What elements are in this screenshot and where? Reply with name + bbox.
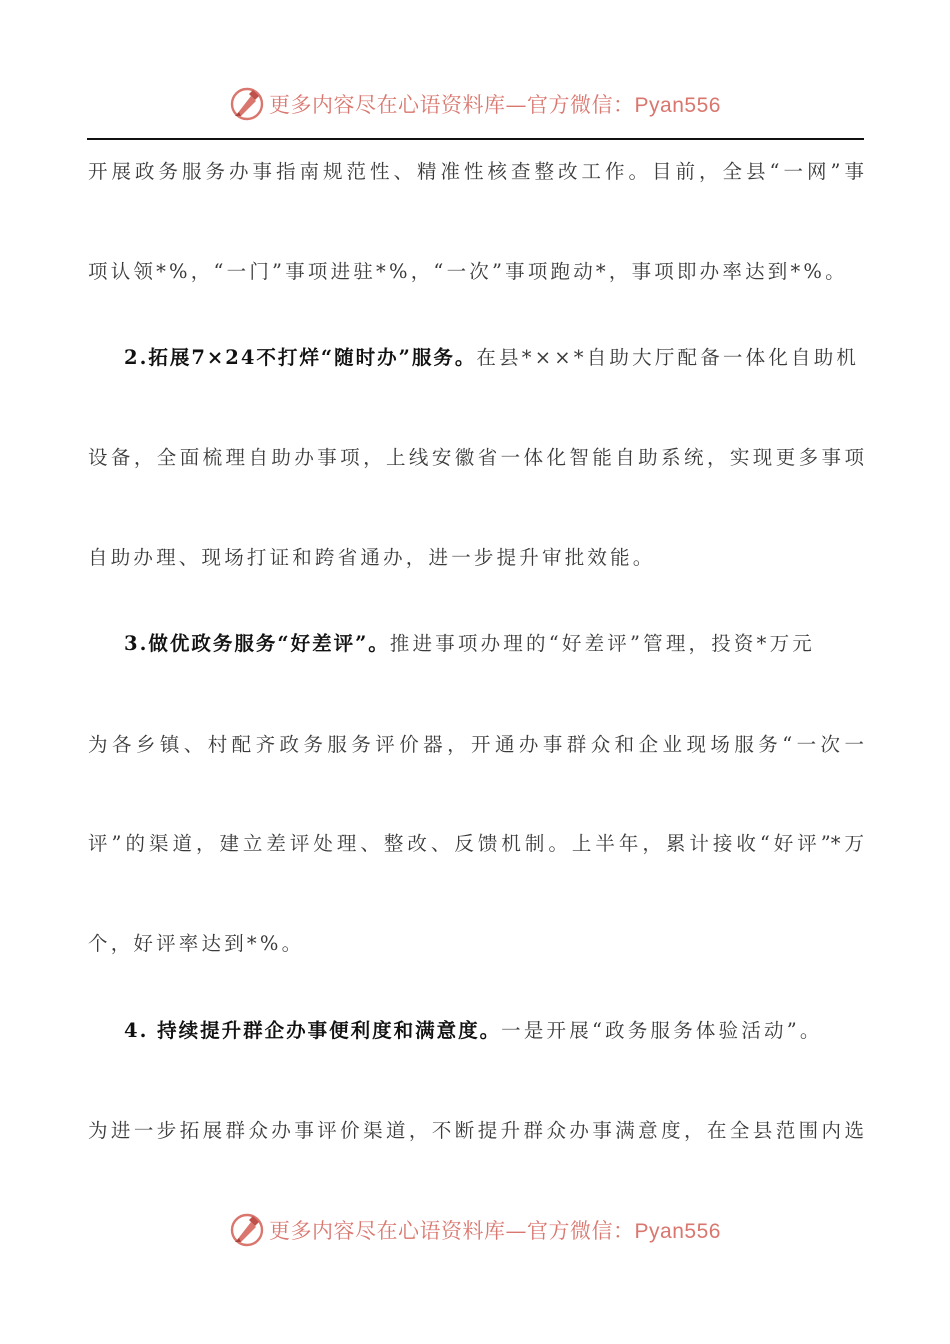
- body-line: 个，好评率达到*%。: [88, 932, 305, 955]
- body-line: 项认领*%，“一门”事项进驻*%，“一次”事项跑动*，事项即办率达到*%。: [88, 260, 848, 283]
- header-banner: [0, 84, 950, 124]
- section-line: 4. 持续提升群企办事便利度和满意度。一是开展“政务服务体验活动”。: [124, 1019, 823, 1042]
- body-line: 评”的渠道，建立差评处理、整改、反馈机制。上半年，累计接收“好评”*万: [88, 832, 864, 855]
- section-heading: 4. 持续提升群企办事便利度和满意度。: [124, 1019, 502, 1042]
- pen-nib-logo-icon: [229, 86, 265, 122]
- section-line: 3.做优政务服务“好差评”。推进事项办理的“好差评”管理，投资*万元: [124, 632, 815, 655]
- body-line: 开展政务服务办事指南规范性、精准性核查整改工作。目前，全县“一网”事: [88, 160, 864, 183]
- body-line: 设备，全面梳理自助办事项，上线安徽省一体化智能自助系统，实现更多事项: [88, 446, 864, 469]
- body-line: 为进一步拓展群众办事评价渠道，不断提升群众办事满意度，在全县范围内选: [88, 1119, 864, 1142]
- banner-text: 更多内容尽在心语资料库—官方微信：Pyan556: [269, 1219, 721, 1243]
- wechat-id: Pyan556: [634, 1220, 721, 1243]
- section-line: 2.拓展7×24不打烊“随时办”服务。在县*××*自助大厅配备一体化自助机: [124, 346, 860, 369]
- body-line: 自助办理、现场打证和跨省通办，进一步提升审批效能。: [88, 546, 656, 569]
- section-heading: 3.做优政务服务“好差评”。: [124, 632, 390, 655]
- footer-banner: [0, 1210, 950, 1250]
- section-heading: 2.拓展7×24不打烊“随时办”服务。: [124, 346, 477, 369]
- header-divider: [87, 138, 864, 140]
- pen-nib-logo-icon: [229, 1212, 265, 1248]
- body-line: 为各乡镇、村配齐政务服务评价器，开通办事群众和企业现场服务“一次一: [88, 733, 864, 756]
- wechat-id: Pyan556: [634, 94, 721, 117]
- banner-text: 更多内容尽在心语资料库—官方微信：Pyan556: [269, 93, 721, 117]
